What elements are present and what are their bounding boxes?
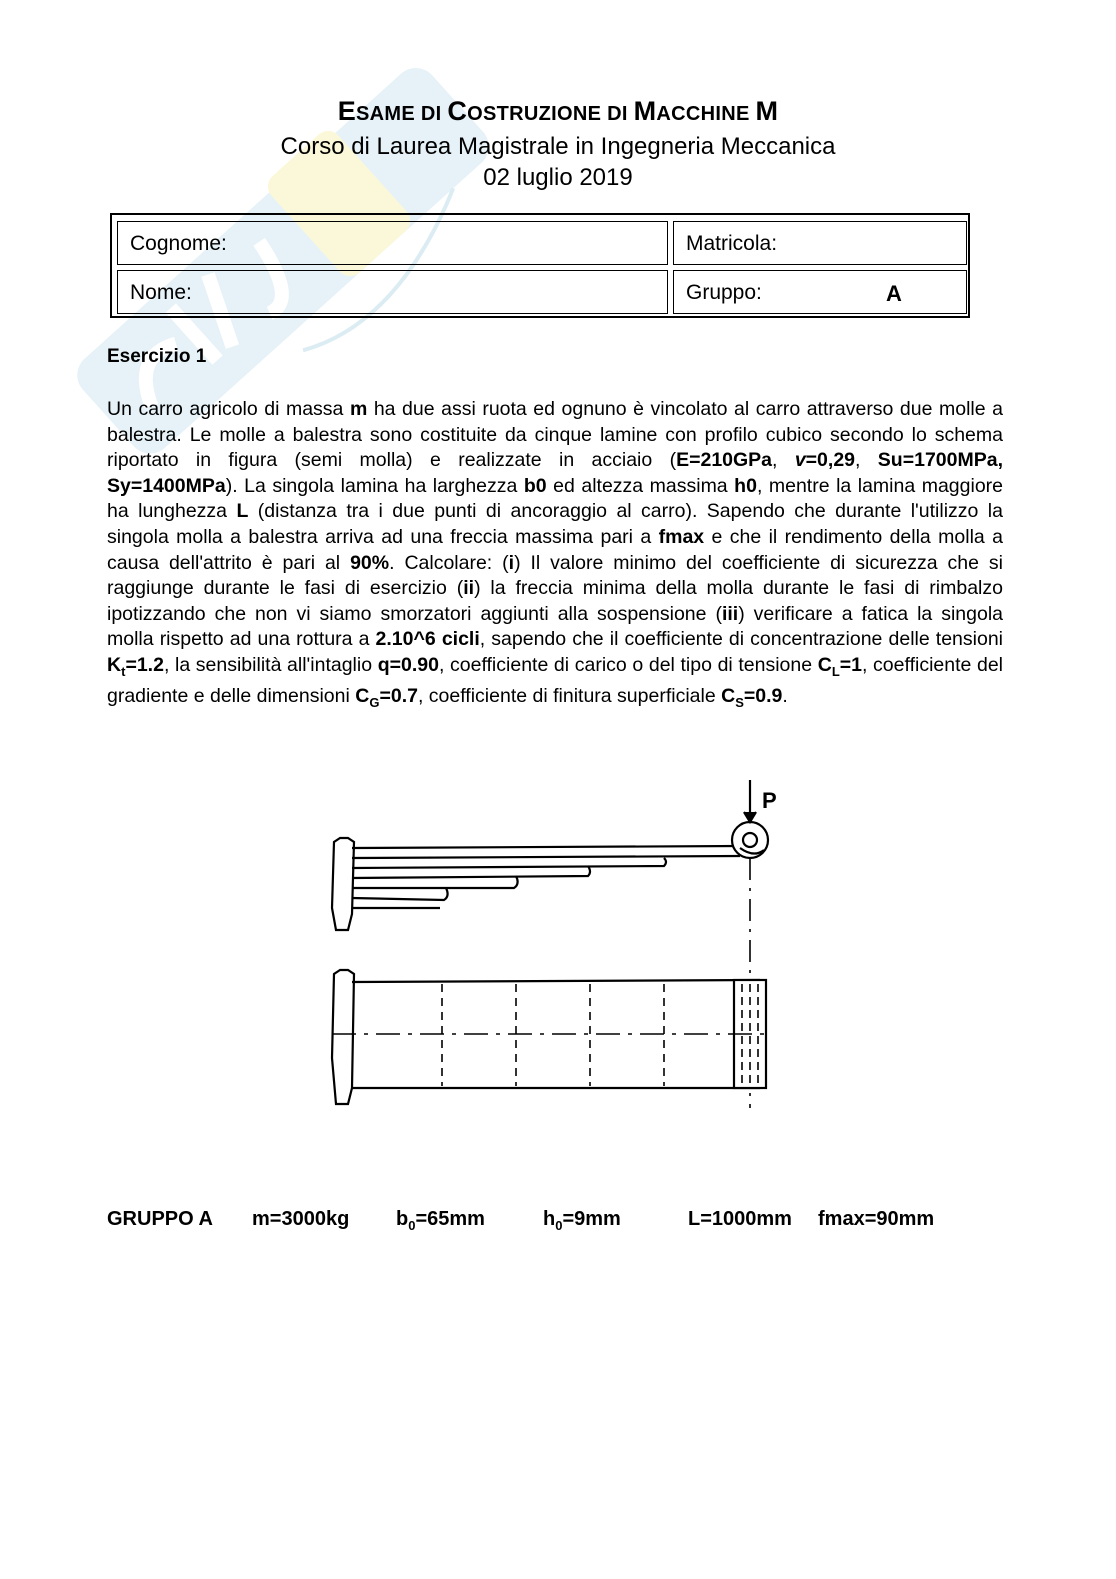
text-run: ha due assi ruota ed ognuno è vincolato al carro attraverso due molle a balestra. Le molle a balestra sono costituite da cinque lamine con profilo cubico secondo lo schema riportato in figura (semi molla) e realizzate in acciaio ( <box>107 398 1003 472</box>
text-bold: 90% <box>350 551 390 574</box>
b-value: =65mm <box>415 1208 485 1230</box>
text-subscript: S <box>735 695 744 711</box>
title-part: C <box>447 96 468 126</box>
load-label: P <box>762 788 777 813</box>
subtitle: Corso di Laurea Magistrale in Ingegneria Meccanica <box>280 133 836 160</box>
cognome-label: Cognome: <box>130 232 227 255</box>
text-bold: fmax <box>658 525 705 548</box>
text-run: , <box>772 449 795 472</box>
text-run: , mentre la lamina maggiore ha lunghezza <box>107 474 1004 523</box>
text-run: , coefficiente di carico o del tipo di tensione <box>438 653 818 676</box>
text-run: ) verificare a fatica la singola molla rispetto ad una rottura a <box>107 602 1003 651</box>
text-run: ). La singola lamina ha larghezza <box>225 474 524 497</box>
text-bold: C <box>721 685 736 708</box>
text-bold: m <box>349 398 368 420</box>
text-bold: C <box>817 653 832 676</box>
exercise-title: Esercizio 1 <box>107 346 207 367</box>
gruppo-value: A <box>886 281 902 306</box>
text-bold: b0 <box>523 474 547 497</box>
text-run: (distanza tra i due punti di ancoraggio al carro). Sapendo che durante l'utilizzo la singola molla a balestra arriva ad una freccia massima pari a <box>107 500 1003 548</box>
nome-label: Nome: <box>130 281 192 304</box>
text-bold: =0.9 <box>743 685 783 708</box>
text-bold: ii <box>463 577 475 600</box>
text-run: . Calcolare: ( <box>389 551 509 574</box>
title-part: M <box>755 96 779 126</box>
text-run: ) la freccia minima della molla durante le fasi di rimbalzo ipotizzando che non vi siamo smorzatori aggiunti alla sospensione ( <box>107 577 1003 625</box>
text-bold: C <box>355 685 370 708</box>
text-bold: L <box>236 500 249 523</box>
text-run: , sapendo che il coefficiente di concentrazione delle tensioni <box>479 628 1004 651</box>
text-bold: q=0.90 <box>377 653 439 676</box>
gruppo-field[interactable] <box>673 270 967 314</box>
text-run: , coefficiente di finitura superficiale <box>417 685 722 708</box>
text-bold: i <box>508 551 515 574</box>
title-part: M <box>633 96 657 126</box>
text-run: , la sensibilità all'intaglio <box>163 653 378 676</box>
cognome-field[interactable] <box>117 221 668 265</box>
gruppo-row-length: L=1000mm <box>688 1208 792 1230</box>
h-symbol: h <box>543 1208 556 1230</box>
header <box>0 94 1116 193</box>
text-bold: Su=1700MPa, Sy=1400MPa <box>107 449 1003 497</box>
text-bold-italic: v <box>794 449 806 472</box>
text-run: ) Il valore minimo del coefficiente di sicurezza che si raggiunge durante le fasi di esercizio ( <box>107 551 1003 600</box>
text-bold: E=210GPa <box>676 449 773 472</box>
gruppo-row-width <box>396 1208 485 1233</box>
page-title <box>0 94 1116 131</box>
text-bold: =0,29 <box>805 449 856 472</box>
gruppo-row-label: GRUPPO A <box>107 1208 213 1230</box>
gruppo-row-fmax: fmax=90mm <box>818 1208 935 1230</box>
title-part: ACCHINE <box>656 103 756 125</box>
student-info-form <box>110 213 970 318</box>
text-bold: K <box>107 653 122 676</box>
leaf-spring-figure <box>292 758 817 1128</box>
nome-field[interactable] <box>117 270 668 314</box>
title-part: SAME DI <box>356 103 448 125</box>
text-bold: h0 <box>734 474 757 497</box>
b-symbol: b <box>396 1208 409 1230</box>
text-subscript: t <box>121 663 126 679</box>
exercise-text <box>107 397 1003 716</box>
text-bold: =1 <box>839 653 863 676</box>
text-run: e che il rendimento della molla a causa dell'attrito è pari al <box>107 525 1003 574</box>
title-part: OSTRUZIONE DI <box>467 103 634 125</box>
matricola-field[interactable] <box>673 221 967 265</box>
exam-date: 02 luglio 2019 <box>483 164 633 191</box>
matricola-label: Matricola: <box>686 232 778 255</box>
text-subscript: G <box>369 695 380 711</box>
text-run: . <box>782 685 788 708</box>
h-subscript: 0 <box>555 1218 563 1233</box>
gruppo-label: Gruppo: <box>686 281 762 304</box>
text-subscript: L <box>831 663 840 679</box>
gruppo-row-height <box>543 1208 621 1233</box>
text-run: Un carro agricolo di massa <box>107 398 350 420</box>
text-bold: 2.10^6 cicli <box>375 628 480 651</box>
text-run: ed altezza massima <box>546 474 735 497</box>
text-bold: =1.2 <box>125 653 164 676</box>
gruppo-row-mass: m=3000kg <box>252 1208 350 1230</box>
text-bold: iii <box>721 602 739 625</box>
text-run: , coefficiente del gradiente e delle dimensioni <box>107 653 1004 708</box>
b-subscript: 0 <box>408 1218 416 1233</box>
text-bold: =0.7 <box>379 685 418 708</box>
text-run: , <box>855 449 878 472</box>
title-part: E <box>337 96 357 126</box>
h-value: =9mm <box>562 1208 621 1230</box>
